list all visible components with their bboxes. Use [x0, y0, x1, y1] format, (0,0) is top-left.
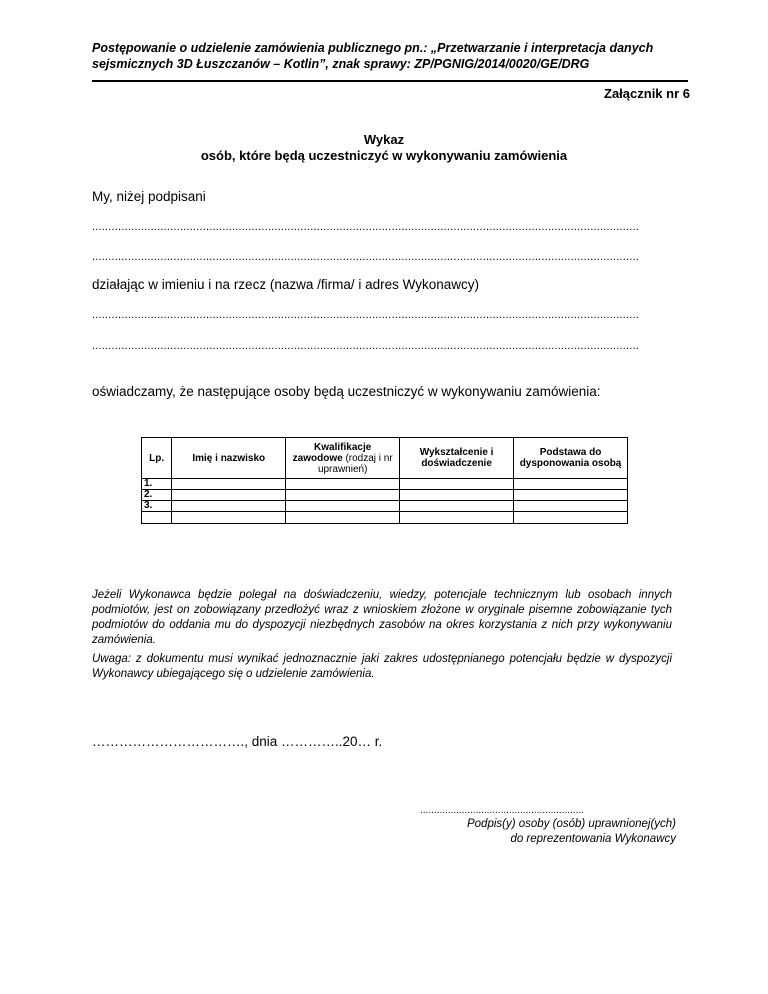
col-lp: Lp.	[142, 438, 172, 479]
cell-qualifications[interactable]	[286, 479, 400, 490]
date-line[interactable]: ……………………………., dnia …………..20… r.	[92, 734, 383, 749]
col-education: Wykształcenie i doświadczenie	[400, 438, 514, 479]
cell-qualifications[interactable]	[286, 512, 400, 524]
table-row	[142, 512, 628, 524]
signature-caption-1: Podpis(y) osoby (osób) uprawnionej(ych)	[466, 818, 676, 830]
acting-text: działając w imieniu i na rzecz (nazwa /firma/ i adres Wykonawcy)	[92, 277, 480, 292]
table-row	[142, 479, 628, 490]
row-number: 1.	[142, 479, 172, 490]
col-name: Imię i nazwisko	[172, 438, 286, 479]
declare-text: oświadczamy, że następujące osoby będą uczestniczyć w wykonywaniu zamówienia:	[92, 384, 601, 399]
cell-basis[interactable]	[514, 501, 628, 512]
cell-basis[interactable]	[514, 479, 628, 490]
cell-name[interactable]	[172, 479, 286, 490]
annex-label: Załącznik nr 6	[604, 86, 690, 101]
fill-line-1[interactable]: ........................................................................................................................................................................	[92, 221, 640, 233]
fill-line-2[interactable]: ........................................................................................................................................................................	[92, 251, 640, 263]
cell-basis[interactable]	[514, 490, 628, 501]
title-line-2: osób, które będą uczestniczyć w wykonywaniu zamówienia	[200, 148, 568, 163]
cell-name[interactable]	[172, 501, 286, 512]
cell-qualifications[interactable]	[286, 490, 400, 501]
cell-education[interactable]	[400, 479, 514, 490]
staff-table	[141, 437, 628, 524]
cell-basis[interactable]	[514, 512, 628, 524]
header-rule	[92, 80, 688, 82]
col-qualifications	[286, 438, 400, 479]
note-warning: Uwaga: z dokumentu musi wynikać jednoznacznie jaki zakres udostępnianego potencjału będzie w dyspozycji Wykonawcy ubiegającego się o udzielenie zamówienia.	[92, 653, 672, 680]
table-row	[142, 490, 628, 501]
row-number	[142, 512, 172, 524]
document-header	[92, 40, 692, 72]
note-reliance: Jeżeli Wykonawca będzie polegał na doświadczeniu, wiedzy, potencjale technicznym lub osobach innych podmiotów, jest on zobowiązany przedłożyć wraz z wnioskiem złożone w oryginale pisemne zobowiązanie tych podmiotów do oddania mu do dyspozycji niezbędnych zasobów na okres korzystania z nich przy wykonywaniu zamówienia.	[92, 589, 672, 646]
header-line-1: Postępowanie o udzielenie zamówienia publicznego pn.: „Przetwarzanie i interpretacja danych	[92, 41, 654, 55]
cell-name[interactable]	[172, 490, 286, 501]
col-qual-bold: Kwalifikacje zawodowe	[292, 441, 372, 464]
table-header-row	[142, 438, 628, 479]
signature-caption-2: do reprezentowania Wykonawcy	[510, 833, 676, 845]
title-line-1: Wykaz	[363, 132, 405, 147]
cell-education[interactable]	[400, 490, 514, 501]
row-number: 2.	[142, 490, 172, 501]
row-number: 3.	[142, 501, 172, 512]
fill-line-4[interactable]: ........................................................................................................................................................................	[92, 340, 640, 352]
cell-name[interactable]	[172, 512, 286, 524]
cell-education[interactable]	[400, 501, 514, 512]
signature-dots[interactable]: ...........................................................	[420, 805, 584, 816]
col-qual-rest: (rodzaj i nr uprawnień)	[317, 452, 393, 475]
col-basis: Podstawa do dysponowania osobą	[514, 438, 628, 479]
header-line-2: sejsmicznych 3D Łuszczanów – Kotlin”, znak sprawy: ZP/PGNIG/2014/0020/GE/DRG	[92, 57, 590, 71]
cell-education[interactable]	[400, 512, 514, 524]
intro-text: My, niżej podpisani	[92, 189, 206, 204]
fill-line-3[interactable]: ........................................................................................................................................................................	[92, 309, 640, 321]
cell-qualifications[interactable]	[286, 501, 400, 512]
table-row	[142, 501, 628, 512]
